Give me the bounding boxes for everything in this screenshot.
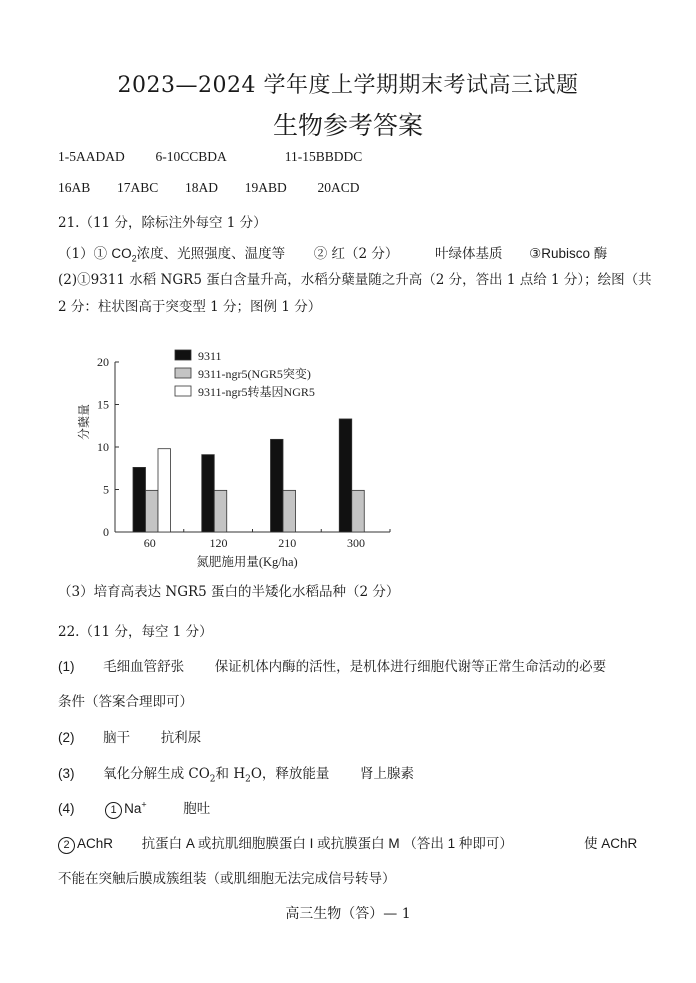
legend-swatch-1 <box>175 368 191 378</box>
tillering-bar-chart <box>70 340 410 575</box>
legend-label-0: 9311 <box>198 349 222 363</box>
legend-swatch-0 <box>175 350 191 360</box>
q21-part1-rubisco: ③Rubisco 酶 <box>529 246 608 261</box>
answer-20: 20ACD <box>317 180 360 195</box>
choice-answers-row2 <box>58 180 360 196</box>
bar-300-series-1 <box>352 490 365 532</box>
q21-part1-co: CO <box>111 246 132 261</box>
q21-part1-prefix: （1） <box>58 246 94 262</box>
q22-item2 <box>58 726 201 746</box>
y-tick-label: 20 <box>97 355 109 369</box>
page-title: 2023—2024 学年度上学期期末考试高三试题 <box>117 73 579 98</box>
answer-11-15: 11-15BBDDC <box>284 149 363 164</box>
bar-300-series-0 <box>339 419 352 532</box>
q22-item3-sub2: 2 <box>245 774 251 785</box>
q22-item3-num: (3) <box>58 766 75 781</box>
y-tick-label: 15 <box>97 397 109 412</box>
q21-part2-line1: (2)①9311 水稻 NGR5 蛋白含量升高，水稻分蘖量随之升高（2 分，答出 1 点给 1 分）；绘图（共 <box>58 272 652 288</box>
bar-120-series-1 <box>214 490 227 532</box>
answer-1-5: 1-5AADAD <box>58 149 125 164</box>
y-tick-label: 0 <box>103 525 109 539</box>
x-tick-label: 300 <box>347 536 365 550</box>
q22-item3-a-post: O，释放能量 <box>250 766 330 782</box>
q21-part1-sub: 2 <box>131 253 137 264</box>
bar-120-series-0 <box>202 455 215 532</box>
answer-19: 19ABD <box>244 180 287 195</box>
q22-item2-b: 抗利尿 <box>160 730 202 746</box>
q22-item1 <box>58 655 606 675</box>
q22-item1-a: 毛细血管舒张 <box>103 659 185 675</box>
q22-item4-b: 胞吐 <box>183 801 211 817</box>
q21-part1 <box>58 242 607 264</box>
q22-item3-a-pre: 氧化分解生成 CO <box>103 766 210 782</box>
answer-18: 18AD <box>185 180 219 195</box>
bar-60-series-0 <box>133 467 146 532</box>
q22-last-line1 <box>58 832 513 854</box>
legend-label-2: 9311-ngr5转基因NGR5 <box>198 385 315 399</box>
q21-heading: 21.（11 分，除标注外每空 1 分） <box>58 215 267 231</box>
answer-16: 16AB <box>58 180 91 195</box>
q22-item1-num: (1) <box>58 659 75 674</box>
x-tick-label: 60 <box>143 536 156 550</box>
q22-item4-circle: 1 <box>105 802 122 819</box>
q22-heading: 22.（11 分，每空 1 分） <box>58 624 213 640</box>
q21-part1-factors: 浓度、光照强度、温度等 <box>136 246 286 262</box>
y-tick-label: 5 <box>103 482 109 497</box>
bar-210-series-1 <box>283 490 296 532</box>
q22-item4 <box>58 797 210 819</box>
x-tick-label: 120 <box>209 536 228 550</box>
y-axis-label: 分蘖量 <box>77 403 91 441</box>
q22-item3-sub1: 2 <box>209 774 216 785</box>
q22-item3-a-mid: 和 H <box>215 766 246 782</box>
q22-item1-b: 保证机体内酶的活性，是机体进行细胞代谢等正常生命活动的必要 <box>214 659 607 675</box>
page-footer: 高三生物（答）— 1 <box>285 906 411 922</box>
q21-part1-num: ① <box>93 246 108 262</box>
legend-swatch-2 <box>175 386 191 396</box>
choice-answers-row1 <box>58 149 362 165</box>
q22-item1-cont: 条件（答案合理即可） <box>58 694 193 710</box>
q22-last-achr: AChR <box>77 836 114 851</box>
y-tick-label: 10 <box>97 440 109 454</box>
q22-item2-num: (2) <box>58 730 75 745</box>
bar-60-series-2 <box>158 449 171 532</box>
bar-60-series-1 <box>146 490 159 532</box>
answer-6-10: 6-10CCBDA <box>155 149 227 164</box>
q22-item2-a: 脑干 <box>103 730 131 746</box>
x-tick-label: 210 <box>278 536 297 550</box>
q22-item4-sup: + <box>141 799 147 810</box>
q22-item3-b: 肾上腺素 <box>360 766 415 782</box>
q22-last-line2: 不能在突触后膜成簇组装（或肌细胞无法完成信号转导） <box>58 871 396 887</box>
q21-part3: （3）培育高表达 NGR5 蛋白的半矮化水稻品种（2 分） <box>58 584 400 600</box>
q22-last-b: 抗蛋白 A 或抗肌细胞膜蛋白 I 或抗膜蛋白 M （答出 1 种即可） <box>141 836 513 851</box>
q22-item3 <box>58 762 414 785</box>
q22-item4-num: (4) <box>58 801 75 816</box>
q22-item4-na: Na <box>124 801 142 816</box>
q21-part1-stroma: 叶绿体基质 <box>435 246 503 262</box>
bar-210-series-0 <box>271 439 284 532</box>
answer-17: 17ABC <box>117 180 159 195</box>
q22-last-circle: 2 <box>58 837 75 854</box>
q21-part2-line2: 2 分：柱状图高于突变型 1 分；图例 1 分） <box>58 299 322 315</box>
q21-part1-red: ② 红（2 分） <box>313 246 399 262</box>
q22-last-c: 使 AChR <box>584 836 638 851</box>
x-axis-label: 氮肥施用量(Kg/ha) <box>196 555 298 569</box>
legend-label-1: 9311-ngr5(NGR5突变) <box>198 367 311 381</box>
page-subtitle: 生物参考答案 <box>272 111 423 140</box>
